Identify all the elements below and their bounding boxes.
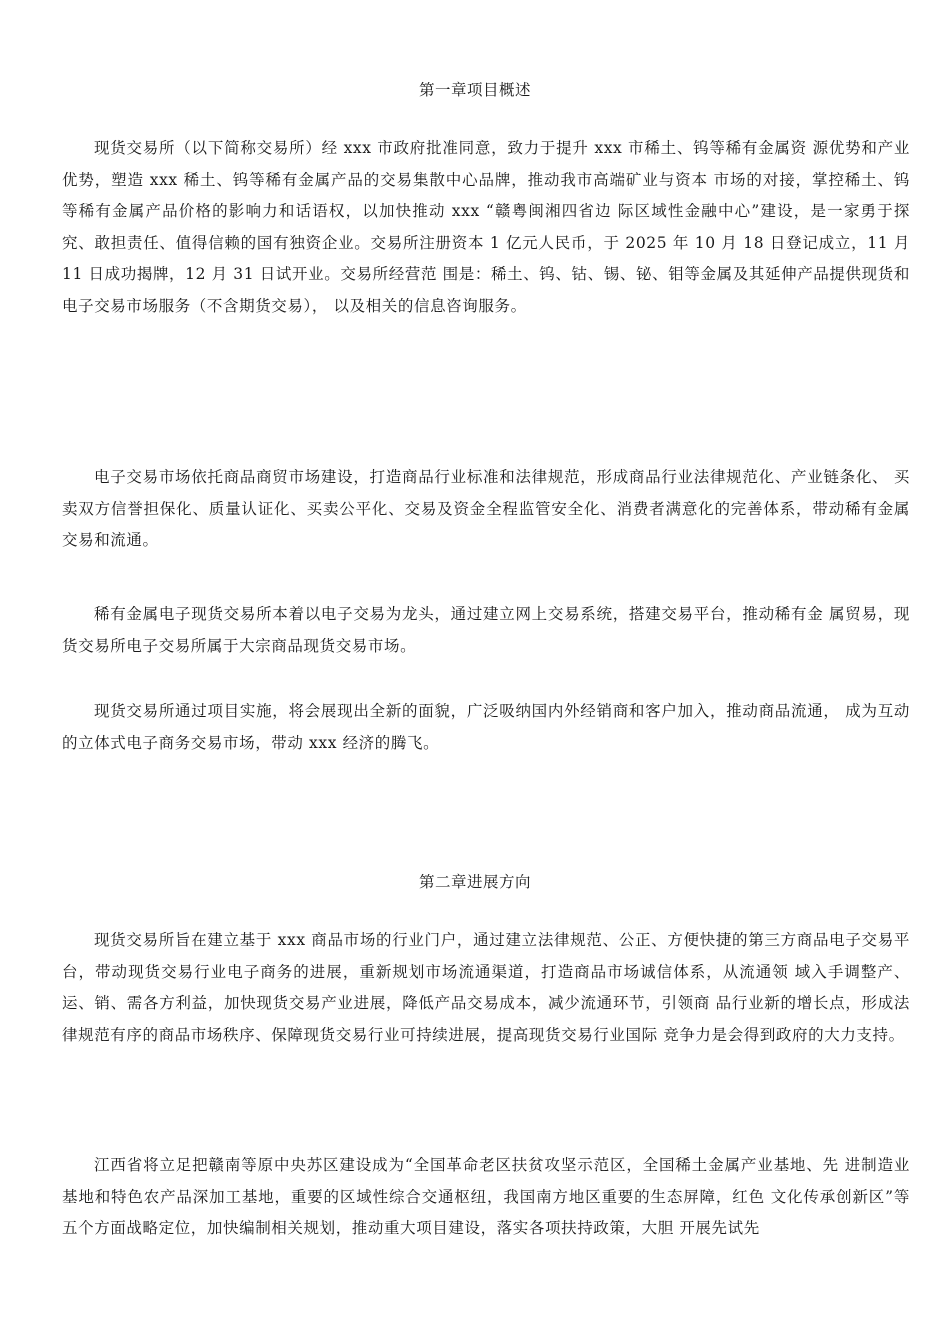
chapter-1-paragraph-4: 现货交易所通过项目实施，将会展现出全新的面貌，广泛吸纳国内外经销商和客户加入，推动商品流通， 成为互动的立体式电子商务交易市场，带动 xxx 经济的腾飞。 [62,702,910,752]
chapter-1-paragraph-1: 现货交易所（以下简称交易所）经 xxx 市政府批准同意，致力于提升 xxx 市稀土、钨等稀有金属资 源优势和产业优势，塑造 xxx 稀土、钨等稀有金属产品的交易集散中心品牌，推动我市高端矿业与资本 市场的对接，掌控稀土、钨等稀有金属产品价格的影响力和话语权，以加快推动 xxx “赣粤闽湘四省边 际区域性金融中心”建设，是一家勇于探究、敢担责任、值得信赖的国有独资企业。交易所注册资本 1 亿元人民币，于 2025 年 10 月 18 日登记成立，11 月 11 日成功揭牌，12 月 31 日试开业。交易所经营范 围是：稀土、钨、钴、锡、铋、钼等金属及其延伸产品提供现货和电子交易市场服务（不含期货交易）， 以及相关的信息咨询服务。 [62,139,910,315]
chapter-2-title: 第二章进展方向 [418,873,531,891]
chapter-2-paragraph-1: 现货交易所旨在建立基于 xxx 商品市场的行业门户，通过建立法律规范、公正、方便快捷的第三方商品电子交易平台，带动现货交易行业电子商务的进展，重新规划市场流通渠道，打造商品市场诚信体系，从流通领 域入手调整产、运、销、需各方利益，加快现货交易产业进展，降低产品交易成本，减少流通环节，引领商 品行业新的增长点，形成法律规范有序的商品市场秩序、保障现货交易行业可持续进展，提高现货交易行业国际 竞争力是会得到政府的大力支持。 [62,931,910,1044]
chapter-1-paragraph-2: 电子交易市场依托商品商贸市场建设，打造商品行业标准和法律规范，形成商品行业法律规范化、产业链条化、 买卖双方信誉担保化、质量认证化、买卖公平化、交易及资金全程监管安全化、消费者满意化的完善体系，带动稀有金属交易和流通。 [62,468,910,549]
chapter-2-paragraph-2: 江西省将立足把赣南等原中央苏区建设成为“全国革命老区扶贫攻坚示范区，全国稀土金属产业基地、先 进制造业基地和特色农产品深加工基地，重要的区域性综合交通枢纽，我国南方地区重要的生态屏障，红色 文化传承创新区”等五个方面战略定位，加快编制相关规划，推动重大项目建设，落实各项扶持政策，大胆 开展先试先 [62,1156,910,1237]
chapter-1-title: 第一章项目概述 [418,81,531,99]
chapter-1-paragraph-3: 稀有金属电子现货交易所本着以电子交易为龙头，通过建立网上交易系统，搭建交易平台，推动稀有金 属贸易，现货交易所电子交易所属于大宗商品现货交易市场。 [62,605,910,655]
